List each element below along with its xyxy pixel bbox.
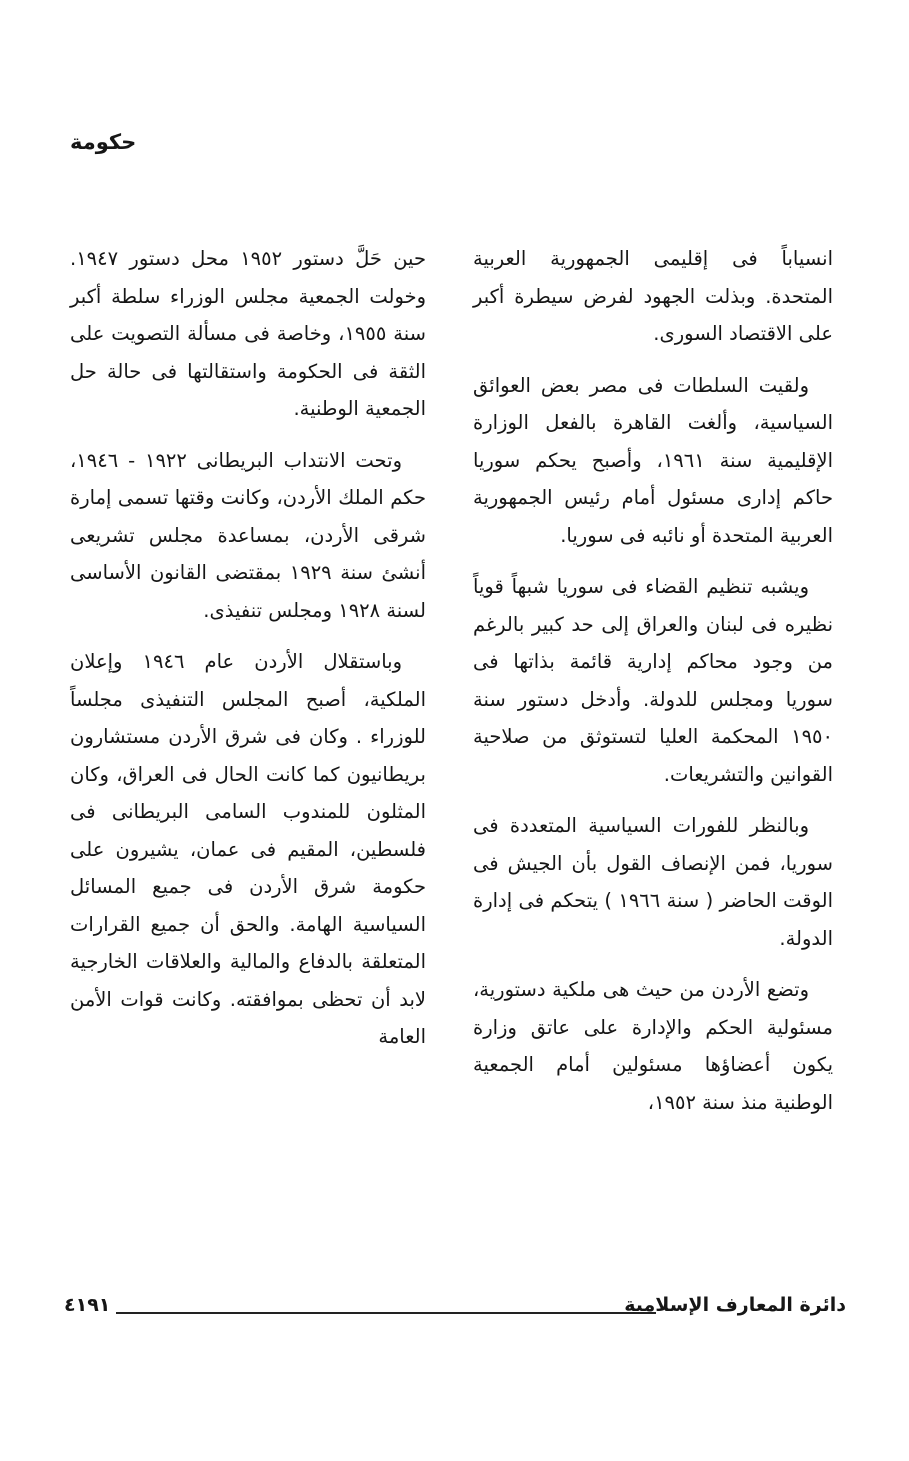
column-right <box>473 240 833 1135</box>
page-footer <box>64 1292 846 1332</box>
paragraph: وبالنظر للفورات السياسية المتعددة فى سوريا، فمن الإنصاف القول بأن الجيش فى الوقت الحاضر ( سنة ١٩٦٦ ) يتحكم فى إدارة الدولة. <box>473 814 833 950</box>
page-number: ٤١٩١ <box>64 1294 111 1316</box>
publication-title: دائرة المعارف الإسلامية <box>624 1294 846 1316</box>
paragraph: ويشبه تنظيم القضاء فى سوريا شبهاً قوياً نظيره فى لبنان والعراق إلى حد كبير بالرغم من وجود محاكم إدارية قائمة بذاتها فى سوريا ومجلس للدولة. وأدخل دستور سنة ١٩٥٠ المحكمة العليا لتستوثق من صلاحية القوانين والتشريعات. <box>473 575 833 786</box>
paragraph: وباستقلال الأردن عام ١٩٤٦ وإعلان الملكية، أصبح المجلس التنفيذى مجلساً للوزراء . وكان فى شرق الأردن مستشارون بريطانيون كما كانت الحال فى العراق، وكان المثلون للمندوب السامى البريطانى فى فلسطين، المقيم فى عمان، يشيرون على حكومة شرق الأردن فى جميع المسائل السياسية الهامة. والحق أن جميع القرارات المتعلقة بالدفاع والمالية والعلاقات الخارجية لابد أن تحظى بموافقته. وكانت قوات الأمن العامة <box>70 650 426 1048</box>
running-title: حكومة <box>70 130 137 154</box>
column-left <box>70 240 426 1070</box>
paragraph: ولقيت السلطات فى مصر بعض العوائق السياسية، وألغت القاهرة بالفعل الوزارة الإقليمية سنة ١٩٦١، وأصبح يحكم سوريا حاكم إدارى مسئول أمام رئيس الجمهورية العربية المتحدة أو نائبه فى سوريا. <box>473 373 833 547</box>
paragraph: انسياباً فى إقليمى الجمهورية العربية المتحدة. وبذلت الجهود لفرض سيطرة أكبر على الاقتصاد السورى. <box>473 247 833 345</box>
footer-divider <box>116 1312 656 1314</box>
paragraph: وتحت الانتداب البريطانى ١٩٢٢ - ١٩٤٦، حكم الملك الأردن، وكانت وقتها تسمى إمارة شرقى الأردن، بمساعدة مجلس تشريعى أنشئ سنة ١٩٢٩ بمقتضى القانون الأساسى لسنة ١٩٢٨ ومجلس تنفيذى. <box>70 448 426 622</box>
paragraph: حين حَلَّ دستور ١٩٥٢ محل دستور ١٩٤٧. وخولت الجمعية مجلس الوزراء سلطة أكبر سنة ١٩٥٥، وخاصة فى مسألة التصويت على الثقة فى الحكومة واستقالتها فى حالة حل الجمعية الوطنية. <box>70 247 426 420</box>
paragraph: وتضع الأردن من حيث هى ملكية دستورية، مسئولية الحكم والإدارة على عاتق وزارة يكون أعضاؤها مسئولين أمام الجمعية الوطنية منذ سنة ١٩٥٢، <box>473 978 833 1114</box>
